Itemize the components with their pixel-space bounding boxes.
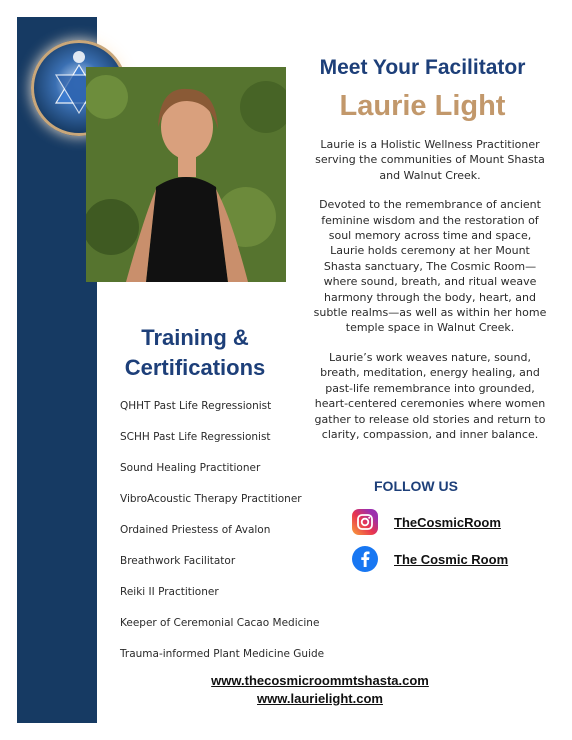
certification-item: SCHH Past Life Regressionist [120,431,271,443]
certification-item: QHHT Past Life Regressionist [120,400,272,412]
certification-item: Keeper of Ceremonial Cacao Medicine [120,617,320,629]
certification-item: Breathwork Facilitator [120,555,236,567]
facebook-page-name[interactable]: The Cosmic Room [394,551,509,567]
bio-section [312,137,548,456]
training-heading [110,323,280,383]
bio-paragraph-1: Laurie is a Holistic Wellness Practitioner serving the communities of Mount Shasta and Walnut Creek. [315,138,545,182]
training-heading-line2: Certifications [124,355,266,380]
meet-facilitator-heading: Meet Your Facilitator [319,56,526,79]
bio-paragraph-3: Laurie’s work weaves nature, sound, breath, meditation, energy healing, and past-life remembrance into grounded, heart-centered ceremonies where women gather to release old stories and return to clarity, compassion, and inner balance. [314,350,546,441]
training-heading-line1: Training & [141,325,249,350]
certification-item: Sound Healing Practitioner [120,462,261,474]
certification-item: Reiki II Practitioner [120,586,219,598]
facilitator-name: Laurie Light [339,90,506,122]
website-link-1[interactable]: www.thecosmicroommtshasta.com [211,673,429,688]
instagram-handle[interactable]: TheCosmicRoom [394,514,501,530]
bio-paragraph-2: Devoted to the remembrance of ancient feminine wisdom and the restoration of soul memory across time and space, Laurie holds ceremony at her Mount Shasta sanctuary, The Cosmic Room—where sound, breath, and ritual weave harmony through the body, heart, and subtle realms—as well as within her home temple space in Walnut Creek. [313,198,547,335]
facilitator-photo [86,67,286,282]
certification-item: Trauma-informed Plant Medicine Guide [120,648,325,660]
instagram-link[interactable] [352,509,501,535]
facebook-link[interactable] [352,546,508,572]
website-link-2[interactable]: www.laurielight.com [257,691,383,706]
certification-item: VibroAcoustic Therapy Practitioner [120,493,302,505]
follow-us-heading: FOLLOW US [374,478,458,494]
certification-list [120,400,324,679]
instagram-icon [352,509,378,535]
facebook-icon [352,546,378,572]
certification-item: Ordained Priestess of Avalon [120,524,271,536]
